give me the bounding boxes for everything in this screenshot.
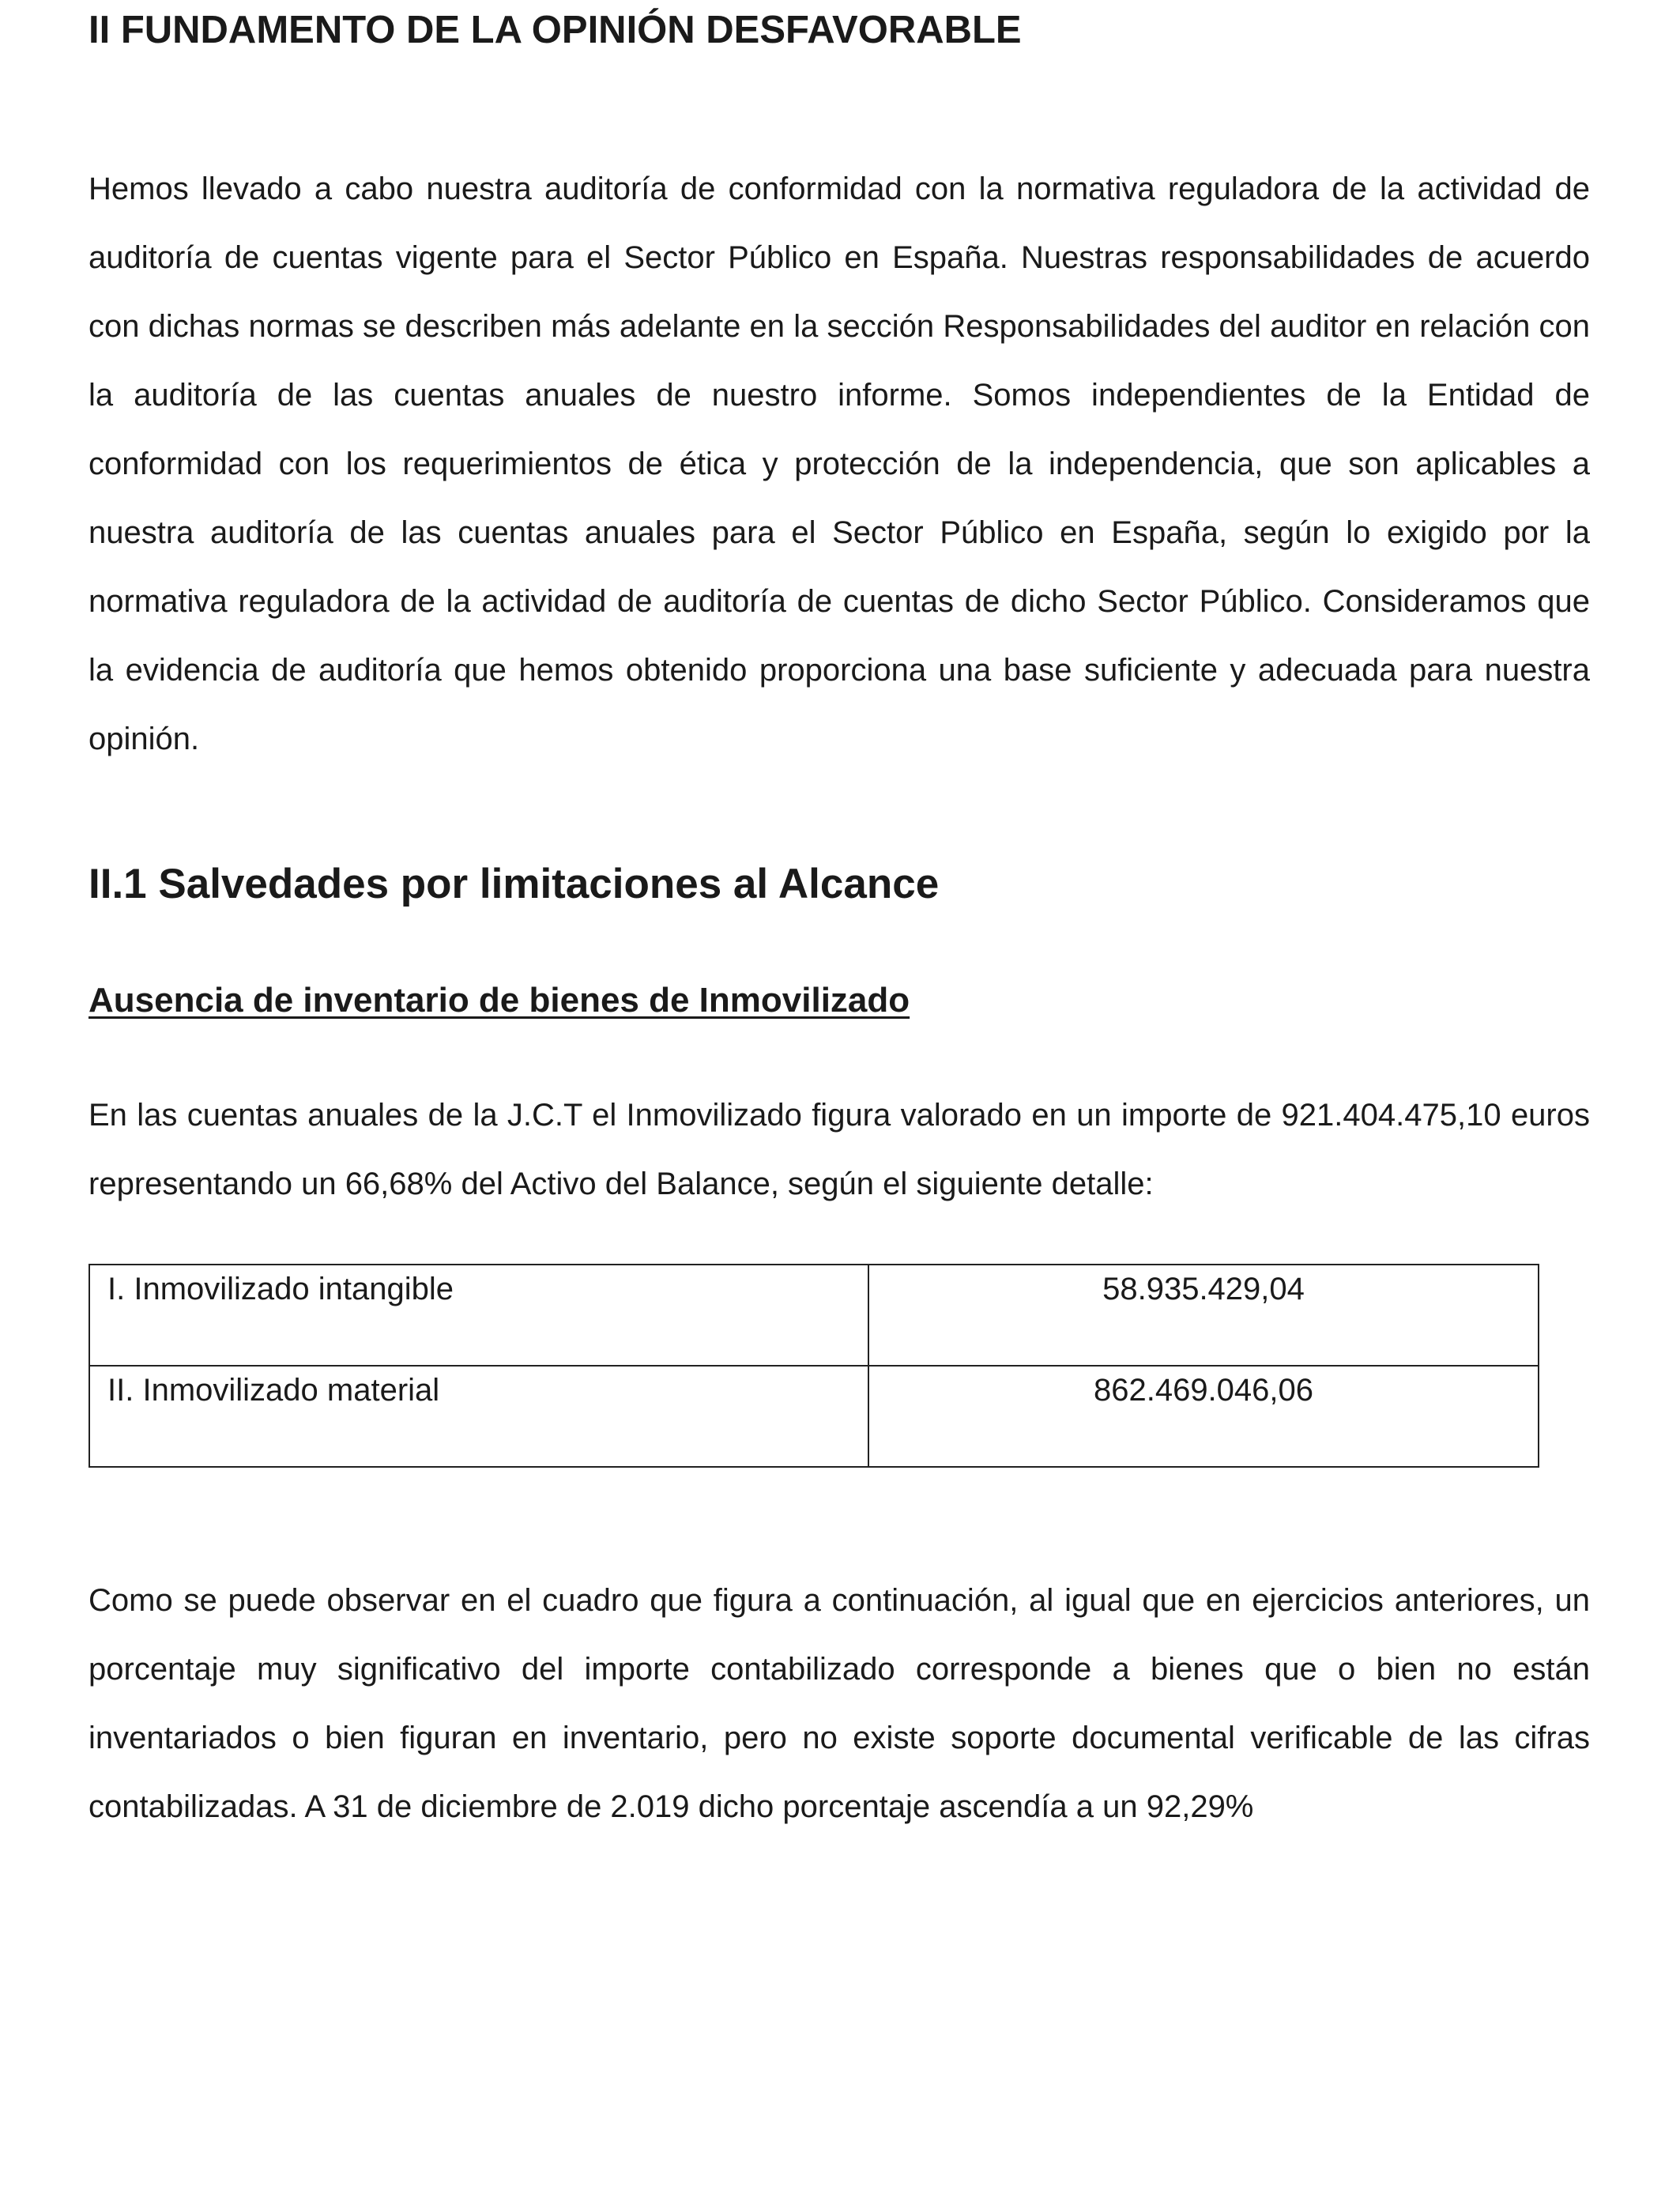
table-cell-label: II. Inmovilizado material (89, 1366, 868, 1467)
table-row (89, 1366, 1539, 1467)
paragraph-inmovilizado-value: En las cuentas anuales de la J.C.T el Inmovilizado figura valorado en un importe de 921.404.475,10 euros representando un 66,68% del Activo del Balance, según el siguiente detalle: (89, 1098, 1590, 1201)
paragraph-audit-basis: Hemos llevado a cabo nuestra auditoría de conformidad con la normativa reguladora de la actividad de auditoría de cuentas vigente para el Sector Público en España. Nuestras responsabilidades de acuerdo con dichas normas se describen más adelante en la sección Responsabilidades del auditor en relación con la auditoría de las cuentas anuales de nuestro informe. Somos independientes de la Entidad de conformidad con los requerimientos de ética y protección de la independencia, que son aplicables a nuestra auditoría de las cuentas anuales para el Sector Público en España, según lo exigido por la normativa reguladora de la actividad de auditoría de cuentas de dicho Sector Público. Consideramos que la evidencia de auditoría que hemos obtenido proporciona una base suficiente y adecuada para nuestra opinión. (89, 172, 1590, 756)
subsection-heading: Ausencia de inventario de bienes de Inmovilizado (89, 981, 910, 1020)
table-cell-value: 862.469.046,06 (868, 1366, 1539, 1467)
section-heading: II.1 Salvedades por limitaciones al Alcance (89, 861, 940, 907)
main-heading: II FUNDAMENTO DE LA OPINIÓN DESFAVORABLE (89, 9, 1022, 51)
table-row (89, 1265, 1539, 1366)
table-cell-value: 58.935.429,04 (868, 1265, 1539, 1366)
table-cell-label: I. Inmovilizado intangible (89, 1265, 868, 1366)
paragraph-inventory-observation: Como se puede observar en el cuadro que figura a continuación, al igual que en ejercicios anteriores, un porcentaje muy significativo del importe contabilizado corresponde a bienes que o bien no están inventariados o bien figuran en inventario, pero no existe soporte documental verificable de las cifras contabilizadas. A 31 de diciembre de 2.019 dicho porcentaje ascendía a un 92,29% (89, 1583, 1590, 1824)
inmovilizado-detail-table (89, 1264, 1539, 1468)
